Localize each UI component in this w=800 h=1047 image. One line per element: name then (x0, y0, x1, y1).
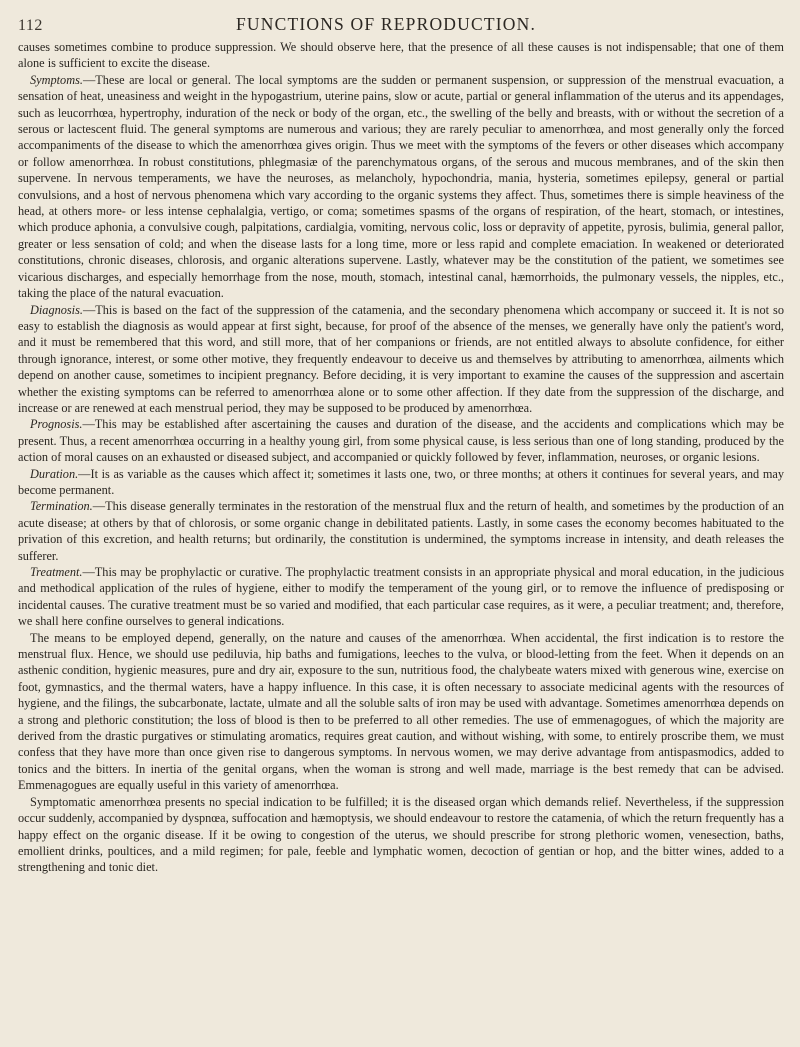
section-heading-termination: Termination. (30, 499, 93, 514)
paragraph-text: —This is based on the fact of the suppression of the catamenia, and the secondary phenomena which accompany or succeed it. It is not so easy to establish the diagnosis as would appear at first sight, because, for proof of the absence of the menses, we generally have only the patient's word, and it must be remembered that this word, and still more, that of her companions or friends, are not entitled always to absolute confidence, for either through ignorance, interest, or some other motive, they frequently endeavour to deceive us and themselves by attributing to amenorrhœa, ailments which depend on another cause, sometimes to incipient pregnancy. Before deciding, it is very important to examine the causes of the suppression and ascertain whether the existing symptoms can be referred to amenorrhœa alone or to some other affection. If they date from the suppression of the discharge, and increase or are renewed at each menstrual period, they may be supposed to be produced by amenorrhœa. (18, 302, 784, 415)
paragraph-text: —These are local or general. The local symptoms are the sudden or permanent suspension, or suppression of the menstrual evacuation, a sensation of heat, uneasiness and weight in the hypogastrium, uterine pains, slow or acute, partial or general inflammation of the uterus and its appendages, such as leucorrhœa, hypertrophy, induration of the neck or body of the organ, etc., the swelling of the belly and breasts, with or without the secretion of a serous or lactescent fluid. The general symptoms are numerous and various; they are rarely peculiar to amenorrhœa, and most generally only the forced accompaniments of the disease to which the amenorrhœa gives origin. Thus we meet with the symptoms of the fevers or other diseases which accompany or follow amenorrhœa. In robust constitutions, phlegmasiæ of the parenchymatous organs, of the serous and mucous membranes, and of the skin then supervene. In nervous temperaments, we have the neuroses, as melancholy, hypochondria, mania, hysteria, sometimes epilepsy, general or partial convulsions, and a host of nervous phenomena which vary according to the organic systems they affect. Thus, sometimes there is simple heaviness of the head, at others more- or less intense cephalalgia, vertigo, or coma; sometimes spasms of the organs of respiration, of the heart, stomach, or intestines, which produce aphonia, a convulsive cough, palpitations, cardialgia, vomiting, nervous colic, loss or depravity of appetite, pyrosis, bulimia, general pallor, greater or less sensation of cold; and when the disease lasts for a long time, more or less rapid and complete emaciation. In weakened or deteriorated constitutions, chronic diseases, chlorosis, and organic alterations supervene. Lastly, whatever may be the constitution of the patient, we sometimes see vicarious discharges, and especially hemorrhage from the nose, mouth, stomach, intestinal canal, hæmorrhoids, the pulmonary vessels, the nipples, etc., taking the place of the natural evacuation. (18, 72, 784, 301)
paragraph-symptomatic (18, 794, 784, 876)
section-heading-symptoms: Symptoms. (30, 72, 83, 87)
section-heading-duration: Duration. (30, 466, 79, 481)
paragraph-text: —It is as variable as the causes which affect it; sometimes it lasts one, two, or three months; at others it continues for several years, and may become permanent. (18, 466, 784, 497)
paragraph-treatment (18, 564, 784, 630)
paragraph-text: —This disease generally terminates in the restoration of the menstrual flux and the return of health, and sometimes by the production of an acute disease; at others by that of chlorosis, or some organic change in debilitated patients. Lastly, in some cases the economy becomes habituated to the privation of this excretion, and health returns; but ordinarily, the constitution is undermined, the symptoms increase in intensity, and death releases the sufferer. (18, 499, 784, 563)
section-heading-treatment: Treatment. (30, 565, 83, 579)
paragraph-symptoms (18, 72, 784, 302)
paragraph-text: The means to be employed depend, generally, on the nature and causes of the amenorrhœa. When accidental, the first indication is to restore the menstrual flux. Hence, we should use pediluvia, hip baths and fumigations, leeches to the vulva, or blood-letting from the feet. When it depends on an asthenic condition, hygienic measures, pure and dry air, exposure to the sun, nutritious food, the chalybeate waters mixed with generous wine, exercise on foot, gymnastics, and the thermal waters, have a happy influence. In this case, it is often necessary to associate medicinal agents with the resources of hygiene, and the filings, the subcarbonate, lactate, ulmate and all the soluble salts of iron may be used with advantage. Sometimes amenorrhœa depends on a strong and plethoric constitution; the loss of blood is then to be preferred to all other remedies. The use of emmenagogues, of which the majority are derived from the drastic purgatives or stimulating aromatics, requires great caution, and without wishing, with some, to entirely proscribe them, we must confess that they have more than once given rise to dangerous symptoms. In nervous women, we may derive advantage from antispasmodics, added to tonics and the bitters. In inertia of the genital organs, when the woman is strong and well made, marriage is the best remedy that can be advised. Emmenagogues are equally useful in this variety of amenorrhœa. (18, 630, 784, 793)
section-heading-prognosis: Prognosis. (30, 417, 83, 432)
paragraph-text: causes sometimes combine to produce suppression. We should observe here, that the presence of all these causes is not indispensable; that one of them alone is sufficient to excite the disease. (18, 40, 784, 71)
paragraph-text: Symptomatic amenorrhœa presents no special indication to be fulfilled; it is the diseased organ which demands relief. Nevertheless, if the suppression occur suddenly, accompanied by dyspnœa, suffocation and hæmoptysis, we should endeavour to restore the catamenia, of which the return frequently has a happy effect on the organic disease. If it be owing to congestion of the uterus, we should prescribe for strong plethoric women, venesection, baths, emollient drinks, poultices, and a mild regimen; for pale, feeble and lymphatic women, decoction of gentian or hop, and the bitter wines, added to a strengthening and tonic diet. (18, 794, 784, 875)
paragraph-text: —This may be prophylactic or curative. The prophylactic treatment consists in an appropriate physical and moral education, in the judicious and methodical application of the rules of hygiene, either to modify the temperament of the young girl, or to remove the influence of predisposing or incidental causes. The curative treatment must be so varied and modified, that each particular case requires, as it were, a peculiar treatment; and, therefore, we shall here confine ourselves to general indications. (18, 565, 784, 629)
page-number: 112 (18, 17, 43, 34)
body-text (18, 39, 784, 876)
running-title: FUNCTIONS OF REPRODUCTION. (235, 14, 537, 34)
paragraph-diagnosis (18, 302, 784, 417)
section-heading-diagnosis: Diagnosis. (30, 302, 83, 317)
paragraph-termination (18, 498, 784, 564)
paragraph-continuation (18, 39, 784, 72)
paragraph-text: —This may be established after ascertaining the causes and duration of the disease, and the accidents and complications which may be present. Thus, a recent amenorrhœa occurring in a healthy young girl, from some physical cause, is less serious than one of long standing, produced by the action of moral causes on an exhausted or diseased subject, and accompanied or quickly followed by fever, inflammation, neuroses, or organic lesions. (18, 417, 784, 465)
paragraph-duration (18, 466, 784, 499)
paragraph-means (18, 630, 784, 794)
page-header (18, 14, 784, 36)
paragraph-prognosis (18, 416, 784, 465)
